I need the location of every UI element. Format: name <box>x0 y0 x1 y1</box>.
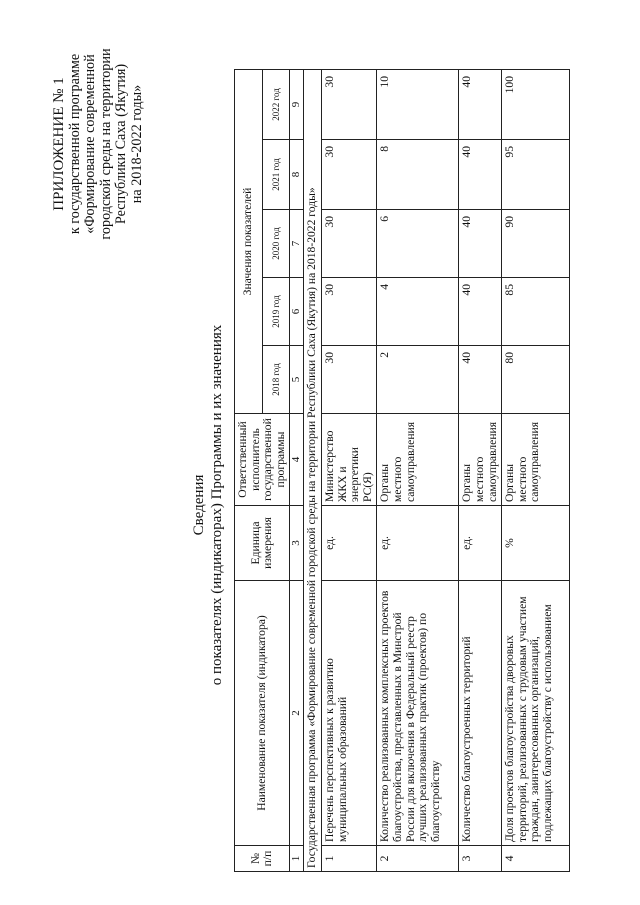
row-value: 40 <box>459 210 502 278</box>
column-number: 2 <box>290 581 304 846</box>
header-year: 2018 год <box>262 346 290 414</box>
row-value: 4 <box>377 278 459 346</box>
table-row <box>459 69 502 871</box>
header-year: 2021 год <box>262 140 290 210</box>
row-unit: ед. <box>377 506 459 581</box>
header-values: Значения показателей <box>235 69 263 413</box>
header-unit: Единица измерения <box>235 506 290 581</box>
row-num: 1 <box>321 846 376 872</box>
row-num: 3 <box>459 846 502 872</box>
row-value: 30 <box>321 278 376 346</box>
column-numbers-row <box>290 69 304 871</box>
header-responsible: Ответственный исполнитель государственной программы <box>235 414 290 506</box>
row-unit: ед. <box>459 506 502 581</box>
row-value: 30 <box>321 69 376 139</box>
column-number: 9 <box>290 69 304 139</box>
row-name: Перечень перспективных к развитию муниципальных образований <box>321 581 376 846</box>
appendix-line: «Формирование современной <box>82 54 98 234</box>
row-value: 100 <box>502 69 570 139</box>
column-number: 7 <box>290 210 304 278</box>
row-value: 90 <box>502 210 570 278</box>
row-num: 4 <box>502 846 570 872</box>
program-title: Государственная программа «Формирование современной городской среды на территории Республики Саха (Якутия) на 2018-2022 годы» <box>304 69 322 871</box>
column-number: 1 <box>290 846 304 872</box>
table-row <box>502 69 570 871</box>
header-year: 2019 год <box>262 278 290 346</box>
indicators-table <box>234 69 570 872</box>
indicators-table-wrapper <box>234 70 606 872</box>
row-name: Количество реализованных комплексных проектов благоустройства, представленных в Минстрой России для включения в Федеральный реестр лучших реализованных практик (проектов) по благоустройству <box>377 581 459 846</box>
appendix-block <box>52 10 145 278</box>
row-value: 10 <box>377 69 459 139</box>
row-value: 2 <box>377 346 459 414</box>
row-unit: ед. <box>321 506 376 581</box>
row-value: 6 <box>377 210 459 278</box>
program-row <box>304 69 322 871</box>
column-number: 6 <box>290 278 304 346</box>
row-name: Доля проектов благоустройства дворовых территорий, реализованных с трудовым участием граждан, заинтересованных организаций, подлежащих благоустройству с использованием <box>502 581 570 846</box>
row-value: 40 <box>459 346 502 414</box>
row-value: 30 <box>321 140 376 210</box>
heading-title: Сведения <box>191 474 207 536</box>
table-row <box>321 69 376 871</box>
row-value: 40 <box>459 278 502 346</box>
row-num: 2 <box>377 846 459 872</box>
heading-subtitle: о показателях (индикаторах) Программы и их значениях <box>209 324 225 686</box>
row-unit: % <box>502 506 570 581</box>
column-number: 4 <box>290 414 304 506</box>
appendix-line: городской среды на территории <box>97 48 114 240</box>
row-responsible: Органы местного самоуправления <box>377 414 459 506</box>
header-year: 2020 год <box>262 210 290 278</box>
appendix-title: ПРИЛОЖЕНИЕ № 1 <box>51 77 67 211</box>
column-number: 3 <box>290 506 304 581</box>
row-value: 80 <box>502 346 570 414</box>
row-responsible: Министерство ЖКХ и энергетики РС(Я) <box>321 414 376 506</box>
document-heading <box>190 185 226 825</box>
header-num: № п/п <box>235 846 290 872</box>
header-year: 2022 год <box>262 69 290 139</box>
table-row <box>377 69 459 871</box>
row-value: 85 <box>502 278 570 346</box>
header-row <box>235 69 263 871</box>
row-value: 95 <box>502 140 570 210</box>
row-name: Количество благоустроенных территорий <box>459 581 502 846</box>
appendix-line: к государственной программе <box>66 53 83 235</box>
row-value: 30 <box>321 346 376 414</box>
row-value: 30 <box>321 210 376 278</box>
row-value: 40 <box>459 69 502 139</box>
row-value: 8 <box>377 140 459 210</box>
appendix-line: на 2018-2022 годы» <box>128 84 145 204</box>
header-name: Наименование показателя (индикатора) <box>235 581 290 846</box>
row-responsible: Органы местного самоуправления <box>502 414 570 506</box>
row-value: 40 <box>459 140 502 210</box>
appendix-line: Республики Саха (Якутия) <box>113 63 129 225</box>
row-responsible: Органы местного самоуправления <box>459 414 502 506</box>
column-number: 5 <box>290 346 304 414</box>
column-number: 8 <box>290 140 304 210</box>
